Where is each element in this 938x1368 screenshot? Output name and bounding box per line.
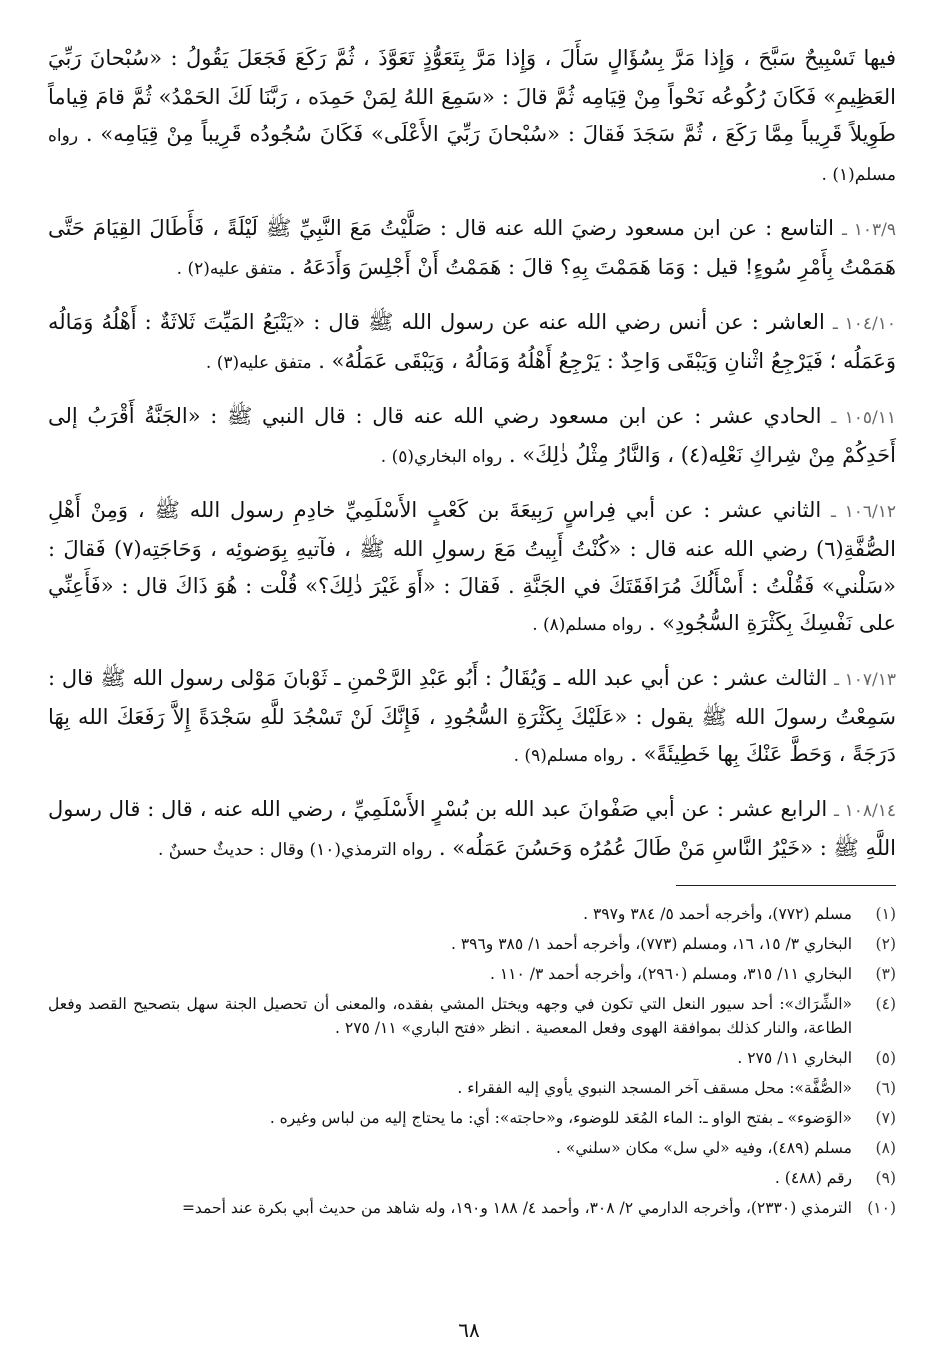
main-text — [48, 40, 896, 869]
hadith-text: العاشر : عن أنس رضي الله عنه عن رسول الله ﷺ قال : «يَتْبَعُ المَيِّتَ ثَلاثَةٌ : أَهْلُهُ وَمَالُه وَعَمَلُه ؛ فَيَرْجِعُ اثْنانِ وَيَبْقَى وَاحِدٌ : يَرْجِعُ أَهْلُهُ وَمَالُهُ ، وَيَبْقَى عَمَلُهُ» . — [48, 310, 896, 373]
footnote — [48, 1196, 896, 1220]
hadith-paragraph — [48, 492, 896, 644]
footnote-text: البخاري ٣/ ١٥، ١٦، ومسلم (٧٧٣)، وأخرجه أحمد ١/ ٣٨٥ و٣٩٦ . — [450, 935, 852, 953]
hadith-paragraph — [48, 660, 896, 775]
footnote — [48, 1136, 896, 1160]
footnote-text: «الوَضوء» ـ بفتح الواو ـ: الماء المُعَد للوضوء، و«حاجته»: أي: ما يحتاج إليه من لباس وغيره . — [269, 1109, 852, 1127]
hadith-number: ١٠٦/١٢ ـ — [831, 502, 896, 522]
hadith-number: ١٠٤/١٠ ـ — [832, 314, 896, 334]
footnote — [48, 992, 896, 1040]
footnote — [48, 932, 896, 956]
footnote — [48, 902, 896, 926]
hadith-source: متفق عليه(٢) . — [176, 259, 283, 279]
footnote-number: (٣) — [875, 965, 896, 983]
hadith-text: الثالث عشر : عن أبي عبد الله ـ وَيُقَالُ : أَبُو عَبْدِ الرَّحْمنِ ـ ثَوْبانَ مَوْلى رسول الله ﷺ قال : سَمِعْتُ رسولَ الله ﷺ يقول : «عَلَيْكَ بِكَثْرَةِ السُّجُودِ ، فَإِنَّكَ لَنْ تَسْجُدَ للَّهِ سَجْدَةً إِلاَّ رَفَعَكَ الله بِهَا دَرَجَةً ، وَحَطَّ عَنْكَ بِها خَطِيئَةً» . — [48, 666, 896, 766]
footnote-text: مسلم (٧٧٢)، وأخرجه أحمد ٥/ ٣٨٤ و٣٩٧ . — [583, 905, 852, 923]
hadith-source: رواه مسلم(١) . — [48, 126, 896, 185]
hadith-paragraph — [48, 791, 896, 869]
footnote-text: الترمذي (٢٣٣٠)، وأخرجه الدارمي ٢/ ٣٠٨، وأحمد ٤/ ١٨٨ و١٩٠، وله شاهد من حديث أبي بكرة عند أحمد= — [181, 1199, 852, 1217]
hadith-number: ١٠٣/٩ ـ — [842, 220, 896, 240]
footnote-number: (٥) — [875, 1049, 896, 1067]
hadith-text: الرابع عشر : عن أبي صَفْوانَ عبد الله بن بُسْرٍ الأَسْلَمِيِّ ، رضي الله عنه ، قال : قال رسول اللَّهِ ﷺ : «خَيْرُ النَّاسِ مَنْ طَالَ عُمُرُه وَحَسُنَ عَمَلُه» . — [48, 797, 896, 860]
hadith-text: التاسع : عن ابن مسعود رضيَ الله عنه قال : صَلَّيْتُ مَعَ النَّبِيِّ ﷺ لَيْلَةً ، فَأَطَالَ القِيَامَ حَتَّى هَمَمْتُ بِأَمْرِ سُوءٍ! قيل : وَمَا هَمَمْتَ بِهِ؟ قالَ : هَمَمْتُ أَنْ أَجْلِسَ وَأَدَعَهُ . — [48, 216, 896, 279]
footnote-number: (١) — [875, 905, 896, 923]
hadith-source: متفق عليه(٣) . — [205, 353, 312, 373]
page — [48, 40, 896, 1340]
footnote-number: (٦) — [875, 1079, 896, 1097]
hadith-number: ١٠٨/١٤ ـ — [834, 801, 896, 821]
footnote-number: (١٠) — [867, 1199, 896, 1217]
footnote — [48, 1166, 896, 1190]
footnotes — [48, 902, 896, 1220]
footnote-number: (٧) — [875, 1109, 896, 1127]
hadith-source: رواه الترمذي(١٠) وقال : حديثٌ حسنٌ . — [157, 840, 433, 860]
footnote-text: رقم (٤٨٨) . — [774, 1169, 852, 1187]
footnote-number: (٢) — [875, 935, 896, 953]
hadith-paragraph — [48, 210, 896, 288]
footnote-number: (٩) — [875, 1169, 896, 1187]
hadith-number: ١٠٧/١٣ ـ — [834, 670, 896, 690]
footnote-text: مسلم (٤٨٩)، وفيه «لي سل» مكان «سلني» . — [556, 1139, 852, 1157]
footnote-text: «الشِّرَاك»: أحد سيور النعل التي تكون في وجهه ويختل المشي بفقده، والمعنى أن تحصيل الجنة سهل بتصحيح القصد وفعل الطاعة، والنار كذلك بموافقة الهوى وفعل المعصية . انظر «فتح الباري» ١١/ ٢٧٥ . — [48, 995, 852, 1037]
footnote-text: البخاري ١١/ ٢٧٥ . — [737, 1049, 852, 1067]
footnote — [48, 1046, 896, 1070]
hadith-paragraph — [48, 304, 896, 382]
hadith-source: رواه البخاري(٥) . — [380, 447, 503, 467]
footnote-number: (٤) — [875, 995, 896, 1013]
footnote — [48, 1106, 896, 1130]
hadith-text: الحادي عشر : عن ابن مسعود رضي الله عنه قال : قال النبي ﷺ : «الجَنَّةُ أَقْرَبُ إلى أَحَدِكُمْ مِنْ شِراكِ نَعْلِه(٤) ، وَالنَّارُ مِثْلُ ذٰلِكَ» . — [48, 404, 896, 467]
hadith-source: رواه مسلم(٨) . — [532, 615, 643, 635]
hadith-text: الثاني عشر : عن أبي فِراسٍ رَبِيعَةَ بن كَعْبٍ الأَسْلَمِيِّ خادِمِ رسول الله ﷺ ، وَمِنْ أَهْلِ الصُّفَّةِ(٦) رضي الله عنه قال : «كُنْتُ أَبِيتُ مَعَ رسولِ الله ﷺ ، فآتيهِ بِوَضوئِه ، وَحَاجَتِه(٧) فَقالَ : «سَلْني» فَقُلْتُ : أَسْأَلُكَ مُرَافَقَتَكَ في الجَنَّةِ . فَقالَ : «أَوَ غَيْرَ ذٰلِكَ؟» قُلْت : هُوَ ذَاكَ قال : «فَأَعِنِّي على نَفْسِكَ بِكَثْرَةِ السُّجُودِ» . — [48, 498, 897, 635]
footnote — [48, 962, 896, 986]
hadith-paragraph — [48, 398, 896, 476]
page-number: ٦٨ — [458, 1318, 480, 1342]
hadith-text: فيها تَسْبِيحٌ سَبَّحَ ، وَإِذا مَرَّ بِسُؤَالٍ سَأَلَ ، وَإِذا مَرَّ بِتَعَوُّذٍ تَعَوَّذَ ، ثُمَّ رَكَعَ فَجَعَلَ يَقُولُ : «سُبْحانَ رَبِّيَ العَظِيمِ» فَكَانَ رُكُوعُه نَحْواً مِنْ قِيَامِه ثُمَّ قالَ : «سَمِعَ اللهُ لِمَنْ حَمِدَه ، رَبَّنَا لَكَ الحَمْدُ» ثُمَّ قامَ قِياماً طَوِيلاً قَرِيباً مِمَّا رَكَعَ ، ثُمَّ سَجَدَ فَقالَ : «سُبْحانَ رَبِّيَ الأَعْلَى» فَكَانَ سُجُودُه قَرِيباً مِنْ قِيَامِه» . — [48, 46, 896, 146]
hadith-number: ١٠٥/١١ ـ — [831, 408, 896, 428]
footnote-text: «الصُّفَّة»: محل مسقف آخر المسجد النبوي يأوي إليه الفقراء . — [457, 1079, 852, 1097]
footnote-divider — [676, 885, 896, 886]
footnote — [48, 1076, 896, 1100]
hadith-source: رواه مسلم(٩) . — [513, 746, 624, 766]
footnote-text: البخاري ١١/ ٣١٥، ومسلم (٢٩٦٠)، وأخرجه أحمد ٣/ ١١٠ . — [489, 965, 852, 983]
footnote-number: (٨) — [875, 1139, 896, 1157]
hadith-paragraph — [48, 40, 896, 194]
